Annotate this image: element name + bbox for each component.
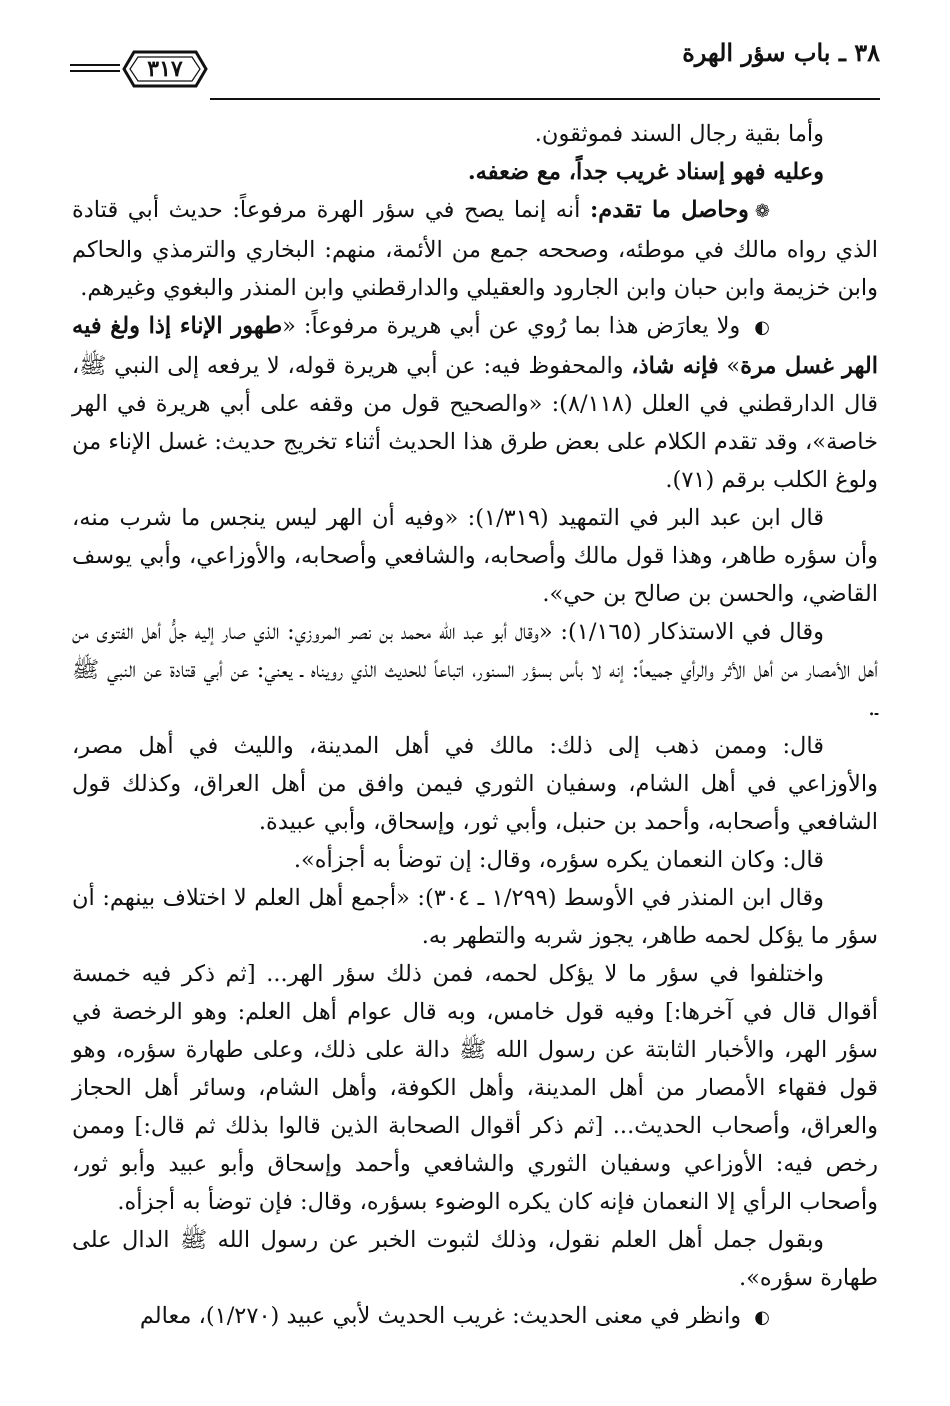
circle-bullet-icon: ◐ — [754, 317, 770, 338]
page-header — [70, 38, 880, 118]
bold-lead: وحاصل ما تقدم: — [589, 197, 749, 223]
chapter-title: ٣٨ ـ باب سؤر الهرة — [682, 38, 880, 67]
bold-phrase: فإنه شاذ، — [631, 353, 719, 379]
paragraph: وقال في الاستذكار (١/١٦٥): «وقال أبو عبد الله محمد بن نصر المروزي: الذي صار إليه جلُّ أهل الفتوى من أهل الأمصار من أهل الأثر والرأي جميعاً: إنه لا بأس بسؤر السنور، اتباعاً للحديث الذي رويناه ـ يعني: عن أبي قتادة عن النبي ﷺ ـ. — [72, 619, 878, 721]
paragraph-text: وانظر في معنى الحديث: غريب الحديث لأبي عبيد (١/٢٧٠)، معالم — [139, 1303, 749, 1329]
hadith-quote: طهور الإناء إذا ولغ فيه الهر غسل مرة — [72, 313, 878, 379]
page-number: ٣١٧ — [147, 56, 183, 82]
paragraph — [72, 307, 878, 499]
header-rule — [210, 98, 880, 100]
paragraph: واختلفوا في سؤر ما لا يؤكل لحمه، فمن ذلك سؤر الهر... [ثم ذكر فيه خمسة أقوال قال في آخرها:] وفيه قول خامس، وبه قال عوام أهل العلم: وهو الرخصة في سؤر الهر، والأخبار الثابتة عن رسول الله ﷺ دالة على ذلك، وعلى طهارة سؤره، وهو قول فقهاء الأمصار من أهل المدينة، وأهل الكوفة، وأهل الشام، وسائر أهل الحجاز والعراق، وأصحاب الحديث... [ثم ذكر أقوال الصحابة الذين قالوا بذلك ثم قال:] وممن رخص فيه: الأوزاعي وسفيان الثوري والشافعي وأحمد وإسحاق وأبو عبيد وأبو ثور، وأصحاب الرأي إلا النعمان فإنه كان يكره الوضوء بسؤره، وقال: فإن توضأ به أجزأه. — [72, 961, 878, 1215]
paragraph: وقال ابن المنذر في الأوسط (١/٢٩٩ ـ ٣٠٤): «أجمع أهل العلم لا اختلاف بينهم: أن سؤر ما يؤكل لحمه طاهر، يجوز شربه والتطهر به. — [72, 885, 878, 949]
paragraph-text: أنه إنما يصح في سؤر الهرة مرفوعاً: حديث أبي قتادة الذي رواه مالك في موطئه، وصححه جمع من الأئمة، منهم: البخاري والترمذي والحاكم وابن خزيمة وابن حبان وابن الجارود والعقيلي والدارقطني وابن المنذر والبغوي وغيرهم. — [72, 197, 878, 301]
paragraph-text: ولا يعارَض هذا بما رُوي عن أبي هريرة مرفوعاً: « — [282, 313, 749, 339]
paragraph — [72, 1297, 878, 1337]
paragraph: قال: وكان النعمان يكره سؤره، وقال: إن توضأ به أجزأه». — [293, 847, 824, 873]
paragraph: قال: وممن ذهب إلى ذلك: مالك في أهل المدينة، والليث في أهل مصر، والأوزاعي في أهل الشام، وسفيان الثوري فيمن وافق من أهل العراق، وكذلك قول الشافعي وأصحابه، وأحمد بن حنبل، وأبي ثور، وإسحاق، وأبي عبيدة. — [72, 733, 878, 835]
flower-bullet-icon: ❁ — [754, 201, 771, 222]
paragraph-text: » — [718, 353, 741, 379]
page-body — [72, 115, 878, 1337]
paragraph: وأما بقية رجال السند فموثقون. — [534, 121, 824, 147]
page-number-badge — [120, 46, 210, 92]
paragraph: وعليه فهو إسناد غريب جداً، مع ضعفه. — [467, 159, 824, 185]
paragraph-text: والمحفوظ فيه: عن أبي هريرة قوله، لا يرفعه إلى النبي ﷺ، قال الدارقطني في العلل (٨/١١٨): «والصحيح قول من وقفه على أبي هريرة في الهر خاصة»، وقد تقدم الكلام على بعض طرق هذا الحديث أثناء تخريج حديث: غسل الإناء من ولوغ الكلب برقم (٧١). — [72, 353, 878, 493]
paragraph: قال ابن عبد البر في التمهيد (١/٣١٩): «وفيه أن الهر ليس ينجس ما شرب منه، وأن سؤره طاهر، وهذا قول مالك وأصحابه، والشافعي وأصحابه، والأوزاعي، وأبي يوسف القاضي، والحسن بن صالح بن حي». — [72, 505, 878, 607]
paragraph — [72, 191, 878, 307]
paragraph: وبقول جمل أهل العلم نقول، وذلك لثبوت الخبر عن رسول الله ﷺ الدال على طهارة سؤره». — [72, 1227, 878, 1291]
header-double-rule — [70, 64, 120, 72]
circle-bullet-icon: ◐ — [754, 1307, 770, 1328]
